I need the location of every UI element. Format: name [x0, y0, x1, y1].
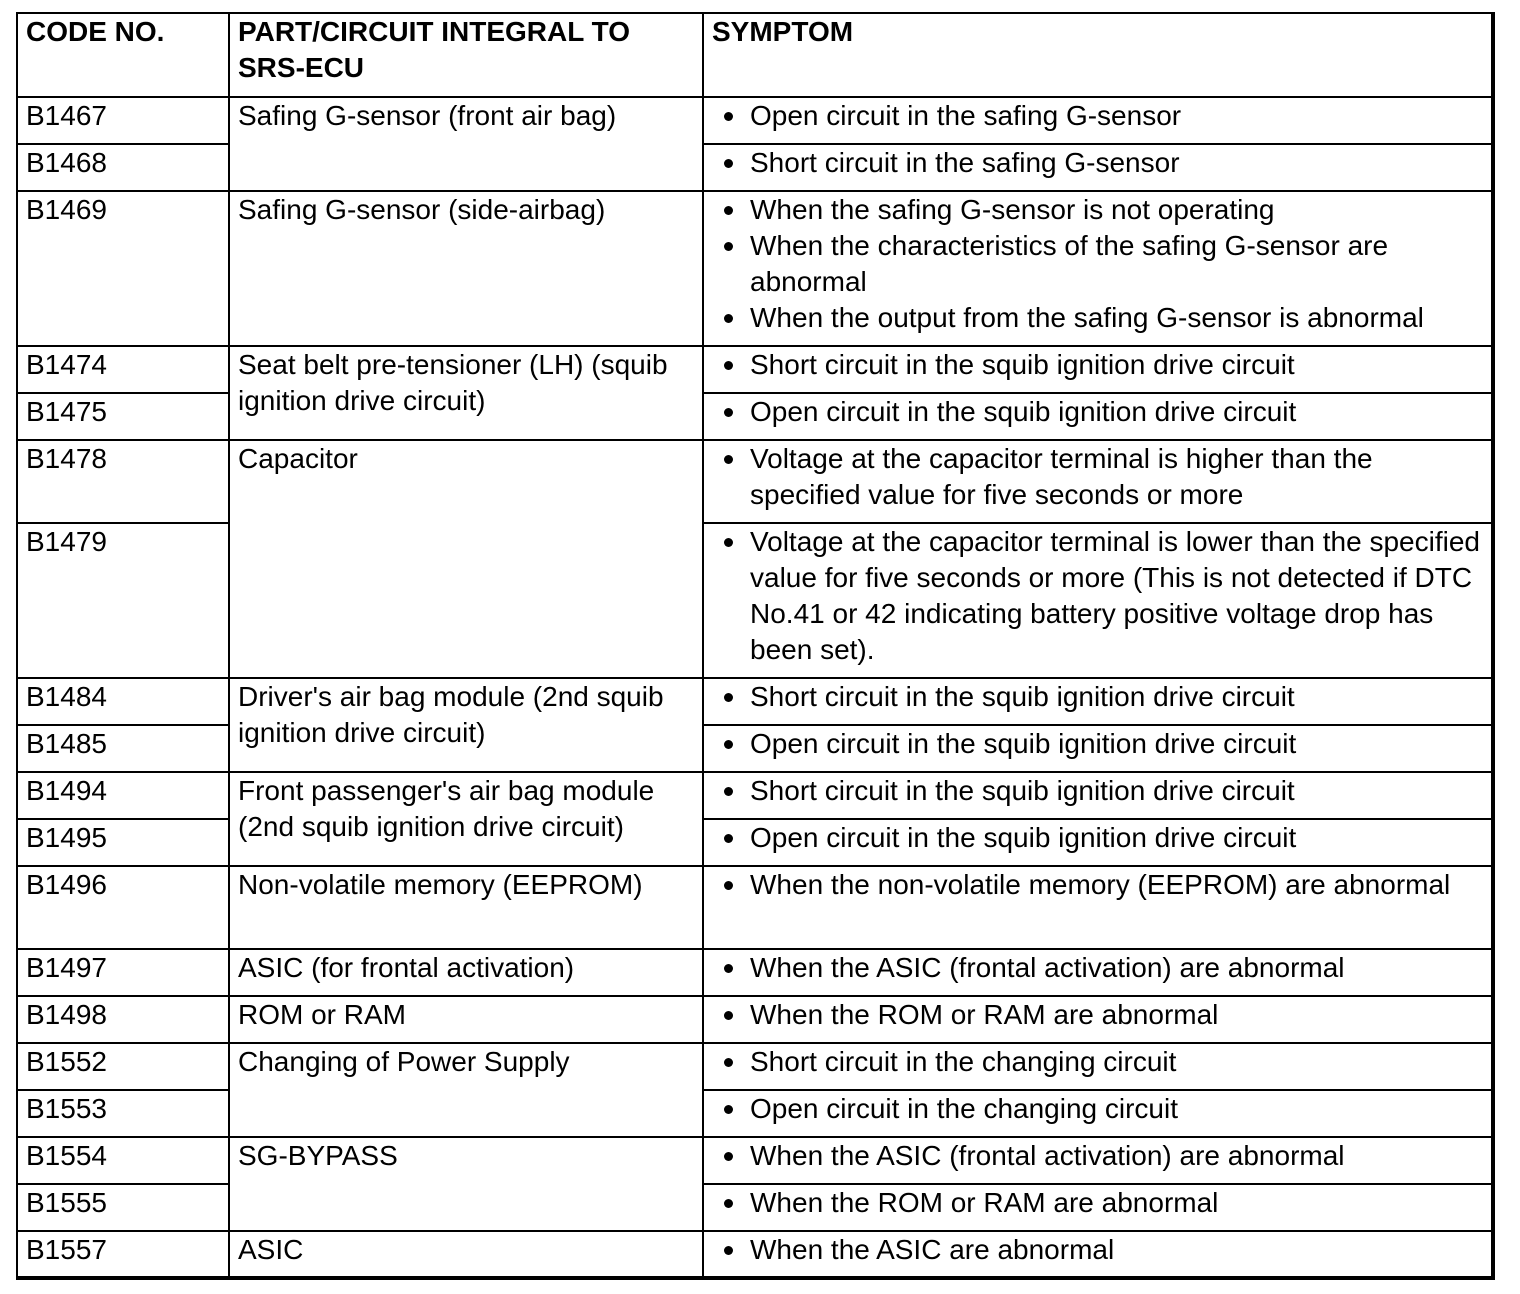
symptom-text: When the ASIC (frontal activation) are abnormal: [750, 1140, 1345, 1171]
part-cell: Capacitor: [229, 440, 703, 678]
part-cell: SG-BYPASS: [229, 1137, 703, 1231]
header-row: [17, 13, 1493, 97]
symptom-item: [712, 1232, 1485, 1268]
symptom-item: [712, 726, 1485, 762]
header-symptom: SYMPTOM: [703, 13, 1493, 97]
table-row: [17, 996, 1493, 1043]
symptom-list: [712, 441, 1485, 513]
symptom-cell: [703, 1231, 1493, 1278]
symptom-item: [712, 1185, 1485, 1221]
symptom-cell: [703, 346, 1493, 393]
code-cell: B1478: [17, 440, 229, 523]
symptom-text: Short circuit in the squib ignition drive circuit: [750, 349, 1295, 380]
symptom-cell: [703, 393, 1493, 440]
symptom-text: Open circuit in the squib ignition drive circuit: [750, 396, 1297, 427]
symptom-text: When the non-volatile memory (EEPROM) are abnormal: [750, 869, 1451, 900]
symptom-list: [712, 726, 1485, 762]
symptom-list: [712, 820, 1485, 856]
symptom-cell: [703, 1090, 1493, 1137]
code-cell: B1467: [17, 97, 229, 144]
symptom-list: [712, 394, 1485, 430]
code-cell: B1557: [17, 1231, 229, 1278]
symptom-cell: [703, 440, 1493, 523]
symptom-list: [712, 679, 1485, 715]
symptom-list: [712, 1091, 1485, 1127]
code-cell: B1552: [17, 1043, 229, 1090]
symptom-cell: [703, 772, 1493, 819]
symptom-item: [712, 98, 1485, 134]
code-cell: B1495: [17, 819, 229, 866]
symptom-item: [712, 300, 1485, 336]
symptom-item: [712, 820, 1485, 856]
symptom-text: Short circuit in the safing G-sensor: [750, 147, 1180, 178]
symptom-text: Open circuit in the changing circuit: [750, 1093, 1178, 1124]
symptom-item: [712, 867, 1485, 903]
table-row: [17, 772, 1493, 819]
part-cell: Front passenger's air bag module (2nd squib ignition drive circuit): [229, 772, 703, 866]
symptom-list: [712, 1185, 1485, 1221]
part-cell: ROM or RAM: [229, 996, 703, 1043]
symptom-item: [712, 773, 1485, 809]
symptom-text: Short circuit in the changing circuit: [750, 1046, 1177, 1077]
symptom-text: Short circuit in the squib ignition drive circuit: [750, 775, 1295, 806]
part-cell: ASIC (for frontal activation): [229, 949, 703, 996]
table-row: [17, 949, 1493, 996]
code-cell: B1468: [17, 144, 229, 191]
symptom-cell: [703, 678, 1493, 725]
symptom-item: [712, 228, 1485, 300]
table-row: [17, 440, 1493, 523]
code-cell: B1498: [17, 996, 229, 1043]
symptom-cell: [703, 996, 1493, 1043]
code-cell: B1485: [17, 725, 229, 772]
code-cell: B1474: [17, 346, 229, 393]
code-cell: B1555: [17, 1184, 229, 1231]
table-row: [17, 97, 1493, 144]
symptom-list: [712, 1138, 1485, 1174]
symptom-item: [712, 145, 1485, 181]
symptom-list: [712, 1044, 1485, 1080]
symptom-cell: [703, 866, 1493, 949]
symptom-item: [712, 1091, 1485, 1127]
symptom-list: [712, 347, 1485, 383]
symptom-list: [712, 1232, 1485, 1268]
symptom-item: [712, 679, 1485, 715]
part-cell: ASIC: [229, 1231, 703, 1278]
symptom-text: Voltage at the capacitor terminal is higher than the specified value for five seconds or more: [750, 443, 1373, 510]
symptom-cell: [703, 725, 1493, 772]
header-code: CODE NO.: [17, 13, 229, 97]
code-cell: B1497: [17, 949, 229, 996]
symptom-text: When the ROM or RAM are abnormal: [750, 999, 1219, 1030]
symptom-text: When the characteristics of the safing G-sensor are abnormal: [750, 230, 1389, 297]
symptom-text: When the ASIC (frontal activation) are abnormal: [750, 952, 1345, 983]
part-cell: Safing G-sensor (front air bag): [229, 97, 703, 191]
part-cell: Seat belt pre-tensioner (LH) (squib ignition drive circuit): [229, 346, 703, 440]
code-cell: B1484: [17, 678, 229, 725]
symptom-text: Voltage at the capacitor terminal is lower than the specified value for five seconds or more (This is not detected if DTC No.41 or 42 indicating battery positive voltage drop has been set).: [750, 526, 1480, 665]
symptom-cell: [703, 191, 1493, 346]
symptom-text: Short circuit in the squib ignition drive circuit: [750, 681, 1295, 712]
symptom-text: Open circuit in the squib ignition drive circuit: [750, 728, 1297, 759]
symptom-text: Open circuit in the squib ignition drive circuit: [750, 822, 1297, 853]
table-row: [17, 1043, 1493, 1090]
symptom-item: [712, 192, 1485, 228]
symptom-item: [712, 441, 1485, 513]
symptom-list: [712, 773, 1485, 809]
code-cell: B1553: [17, 1090, 229, 1137]
table-row: [17, 1137, 1493, 1184]
table-row: [17, 191, 1493, 346]
symptom-cell: [703, 523, 1493, 678]
symptom-list: [712, 997, 1485, 1033]
symptom-text: When the output from the safing G-sensor is abnormal: [750, 302, 1424, 333]
part-cell: Changing of Power Supply: [229, 1043, 703, 1137]
symptom-item: [712, 950, 1485, 986]
symptom-cell: [703, 144, 1493, 191]
code-cell: B1494: [17, 772, 229, 819]
symptom-text: When the ASIC are abnormal: [750, 1234, 1115, 1265]
part-cell: Driver's air bag module (2nd squib ignition drive circuit): [229, 678, 703, 772]
symptom-cell: [703, 949, 1493, 996]
symptom-list: [712, 524, 1485, 668]
symptom-text: When the safing G-sensor is not operating: [750, 194, 1275, 225]
part-cell: Safing G-sensor (side-airbag): [229, 191, 703, 346]
table-body: [17, 97, 1493, 1278]
symptom-item: [712, 1044, 1485, 1080]
table-row: [17, 678, 1493, 725]
symptom-cell: [703, 1184, 1493, 1231]
symptom-item: [712, 347, 1485, 383]
table-row: [17, 1231, 1493, 1278]
dtc-table: [16, 12, 1495, 1280]
code-cell: B1475: [17, 393, 229, 440]
table-row: [17, 866, 1493, 949]
symptom-list: [712, 867, 1485, 903]
table-row: [17, 346, 1493, 393]
symptom-list: [712, 950, 1485, 986]
code-cell: B1469: [17, 191, 229, 346]
symptom-item: [712, 997, 1485, 1033]
symptom-list: [712, 145, 1485, 181]
symptom-list: [712, 192, 1485, 336]
header-part: PART/CIRCUIT INTEGRAL TO SRS-ECU: [229, 13, 703, 97]
symptom-item: [712, 1138, 1485, 1174]
code-cell: B1496: [17, 866, 229, 949]
symptom-cell: [703, 1043, 1493, 1090]
symptom-item: [712, 394, 1485, 430]
symptom-list: [712, 98, 1485, 134]
symptom-text: When the ROM or RAM are abnormal: [750, 1187, 1219, 1218]
part-cell: Non-volatile memory (EEPROM): [229, 866, 703, 949]
symptom-item: [712, 524, 1485, 668]
symptom-cell: [703, 97, 1493, 144]
symptom-cell: [703, 1137, 1493, 1184]
symptom-text: Open circuit in the safing G-sensor: [750, 100, 1182, 131]
code-cell: B1554: [17, 1137, 229, 1184]
symptom-cell: [703, 819, 1493, 866]
code-cell: B1479: [17, 523, 229, 678]
